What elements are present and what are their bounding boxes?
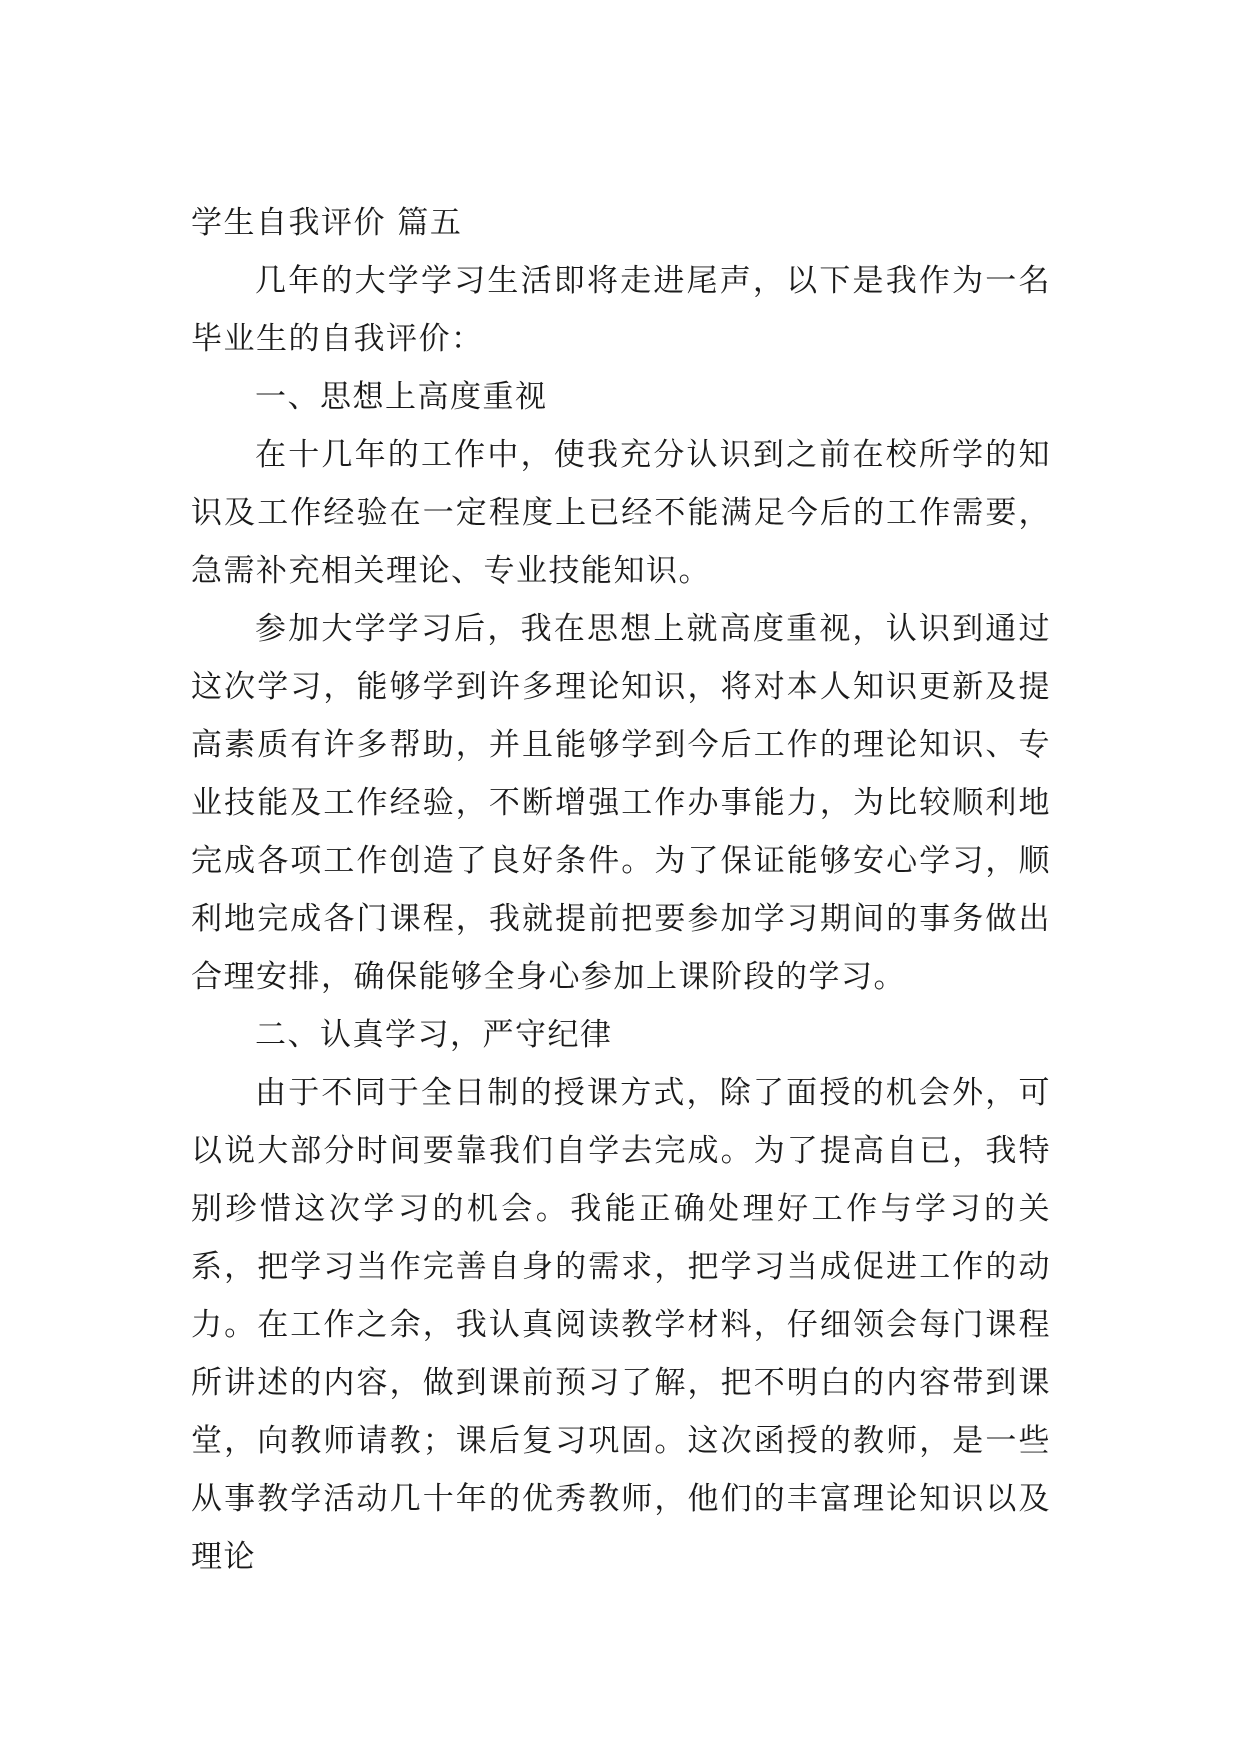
document-title: 学生自我评价 篇五 (191, 205, 463, 241)
document-body (191, 194, 1051, 1586)
paragraph-study-importance: 参加大学学习后，我在思想上就高度重视，认识到通过这次学习，能够学到许多理论知识，将对本人知识更新及提高素质有许多帮助，并且能够学到今后工作的理论知识、专业技能及工作经验，不断增强工作办事能力，为比较顺利地完成各项工作创造了良好条件。为了保证能够安心学习，顺利地完成各门课程，我就提前把要参加学习期间的事务做出合理安排，确保能够全身心参加上课阶段的学习。 (191, 611, 1051, 995)
paragraph-work-experience: 在十几年的工作中，使我充分认识到之前在校所学的知识及工作经验在一定程度上已经不能满足今后的工作需要，急需补充相关理论、专业技能知识。 (191, 437, 1051, 589)
paragraph-self-study: 由于不同于全日制的授课方式，除了面授的机会外，可以说大部分时间要靠我们自学去完成。为了提高自已，我特别珍惜这次学习的机会。我能正确处理好工作与学习的关系，把学习当作完善自身的需求，把学习当成促进工作的动力。在工作之余，我认真阅读教学材料，仔细领会每门课程所讲述的内容，做到课前预习了解，把不明白的内容带到课堂，向教师请教；课后复习巩固。这次函授的教师，是一些从事教学活动几十年的优秀教师，他们的丰富理论知识以及理论 (191, 1075, 1051, 1575)
section-heading-1: 一、思想上高度重视 (255, 379, 548, 415)
section-heading-2: 二、认真学习，严守纪律 (255, 1017, 613, 1053)
paragraph-intro: 几年的大学学习生活即将走进尾声，以下是我作为一名毕业生的自我评价： (191, 263, 1051, 357)
